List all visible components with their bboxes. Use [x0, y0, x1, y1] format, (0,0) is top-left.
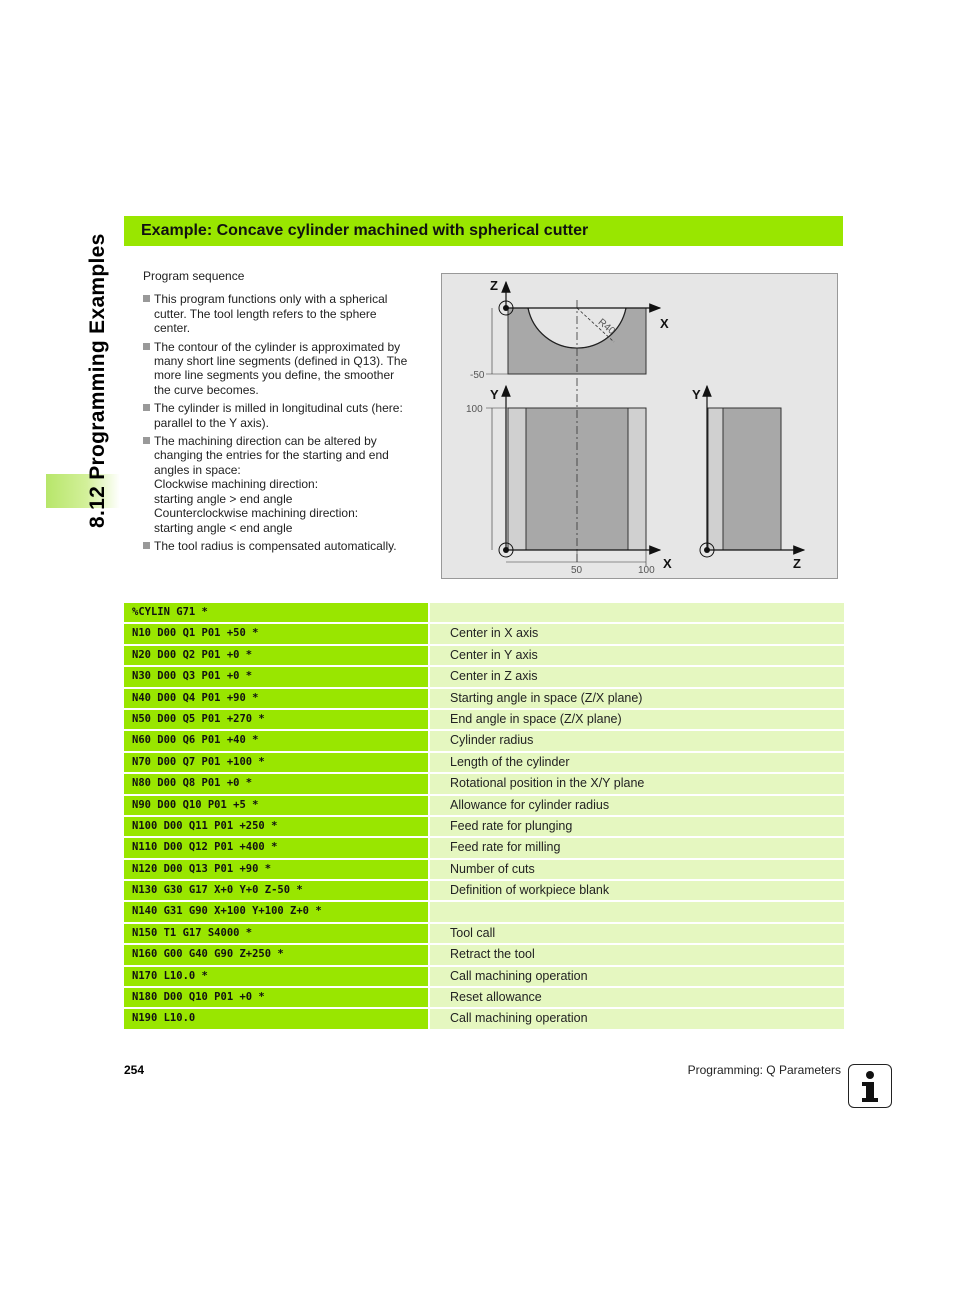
bullet-square-icon [143, 542, 150, 549]
program-description-cell: Definition of workpiece blank [428, 881, 844, 902]
program-code-cell: N160 G00 G40 G90 Z+250 * [124, 945, 428, 966]
table-row [124, 753, 844, 774]
table-row [124, 945, 844, 966]
axis-label-y2: Y [692, 387, 701, 402]
side-title: 8.12 Programming Examples [86, 233, 109, 528]
axis-label-z: Z [490, 278, 498, 293]
table-row [124, 902, 844, 923]
list-item: The machining direction can be altered by changing the entries for the starting and end angles in space: Clockwise machining direction: starting angle > end angle Counterclockwise machining direction: starting angle < end angle [143, 434, 433, 535]
program-code-cell: N100 D00 Q11 P01 +250 * [124, 817, 428, 838]
program-code-cell: %CYLIN G71 * [124, 603, 428, 624]
bullet-square-icon [143, 404, 150, 411]
program-code-cell: N120 D00 Q13 P01 +90 * [124, 860, 428, 881]
table-row [124, 796, 844, 817]
program-description-cell [428, 902, 844, 923]
program-description-cell: Center in Z axis [428, 667, 844, 688]
program-code-cell: N50 D00 Q5 P01 +270 * [124, 710, 428, 731]
dim-100-left: 100 [466, 404, 483, 415]
program-description-cell [428, 603, 844, 624]
program-description-cell: Cylinder radius [428, 731, 844, 752]
front-view-right-strip [628, 408, 646, 550]
table-row [124, 646, 844, 667]
table-row [124, 967, 844, 988]
list-item: This program functions only with a spherical cutter. The tool length refers to the sphere center. [143, 292, 433, 335]
table-row [124, 988, 844, 1009]
front-view-left-strip [508, 408, 526, 550]
program-code-cell: N150 T1 G17 S4000 * [124, 924, 428, 945]
program-description-cell: Retract the tool [428, 945, 844, 966]
table-row [124, 667, 844, 688]
axis-label-z2: Z [793, 556, 801, 571]
dim-neg50: -50 [470, 370, 485, 381]
table-row [124, 689, 844, 710]
program-description-cell: Center in X axis [428, 624, 844, 645]
table-row [124, 881, 844, 902]
program-code-cell: N180 D00 Q10 P01 +0 * [124, 988, 428, 1009]
list-item: The tool radius is compensated automatically. [143, 539, 433, 553]
axis-label-x2: X [663, 556, 672, 571]
side-view-body [723, 408, 781, 550]
program-description-cell: End angle in space (Z/X plane) [428, 710, 844, 731]
program-description-cell: Call machining operation [428, 1009, 844, 1030]
side-view-strip [708, 408, 723, 550]
intro-section [143, 269, 433, 557]
program-description-cell: Rotational position in the X/Y plane [428, 774, 844, 795]
technical-drawing [441, 273, 838, 579]
program-table [124, 603, 844, 1031]
dim-50: 50 [571, 565, 583, 576]
table-row [124, 924, 844, 945]
program-code-cell: N70 D00 Q7 P01 +100 * [124, 753, 428, 774]
footer-section-title: Programming: Q Parameters [687, 1063, 841, 1077]
axis-label-x: X [660, 316, 669, 331]
program-code-cell: N110 D00 Q12 P01 +400 * [124, 838, 428, 859]
list-item: The cylinder is milled in longitudinal cuts (here: parallel to the Y axis). [143, 401, 433, 430]
bullet-square-icon [143, 343, 150, 350]
page-number: 254 [124, 1063, 145, 1077]
radius-label: R40 [595, 316, 617, 338]
program-code-cell: N90 D00 Q10 P01 +5 * [124, 796, 428, 817]
table-row [124, 710, 844, 731]
table-row [124, 860, 844, 881]
program-description-cell: Starting angle in space (Z/X plane) [428, 689, 844, 710]
table-row [124, 624, 844, 645]
table-row [124, 817, 844, 838]
program-description-cell: Length of the cylinder [428, 753, 844, 774]
bullet-square-icon [143, 295, 150, 302]
intro-lead: Program sequence [143, 269, 245, 283]
table-row [124, 603, 844, 624]
bullet-list [143, 292, 433, 553]
header-bar [124, 216, 843, 246]
program-description-cell: Feed rate for plunging [428, 817, 844, 838]
axis-label-y: Y [490, 387, 499, 402]
program-code-cell: N80 D00 Q8 P01 +0 * [124, 774, 428, 795]
dim-100-bottom: 100 [638, 565, 655, 576]
program-description-cell: Feed rate for milling [428, 838, 844, 859]
program-description-cell: Center in Y axis [428, 646, 844, 667]
program-code-cell: N60 D00 Q6 P01 +40 * [124, 731, 428, 752]
program-description-cell: Reset allowance [428, 988, 844, 1009]
list-item: The contour of the cylinder is approximated by many short line segments (defined in Q13). The more line segments you define, the smoother the curve becomes. [143, 340, 433, 398]
program-code-cell: N130 G30 G17 X+0 Y+0 Z-50 * [124, 881, 428, 902]
program-code-cell: N170 L10.0 * [124, 967, 428, 988]
page-title: Example: Concave cylinder machined with spherical cutter [141, 222, 589, 239]
drawing-svg [442, 274, 837, 578]
bullet-square-icon [143, 437, 150, 444]
table-row [124, 1009, 844, 1030]
program-code-cell: N40 D00 Q4 P01 +90 * [124, 689, 428, 710]
program-code-cell: N30 D00 Q3 P01 +0 * [124, 667, 428, 688]
info-icon [848, 1064, 892, 1108]
program-code-cell: N190 L10.0 [124, 1009, 428, 1030]
program-code-cell: N20 D00 Q2 P01 +0 * [124, 646, 428, 667]
table-row [124, 838, 844, 859]
table-row [124, 731, 844, 752]
table-row [124, 774, 844, 795]
program-description-cell: Allowance for cylinder radius [428, 796, 844, 817]
program-code-cell: N10 D00 Q1 P01 +50 * [124, 624, 428, 645]
program-description-cell: Tool call [428, 924, 844, 945]
program-description-cell: Call machining operation [428, 967, 844, 988]
program-description-cell: Number of cuts [428, 860, 844, 881]
program-code-cell: N140 G31 G90 X+100 Y+100 Z+0 * [124, 902, 428, 923]
